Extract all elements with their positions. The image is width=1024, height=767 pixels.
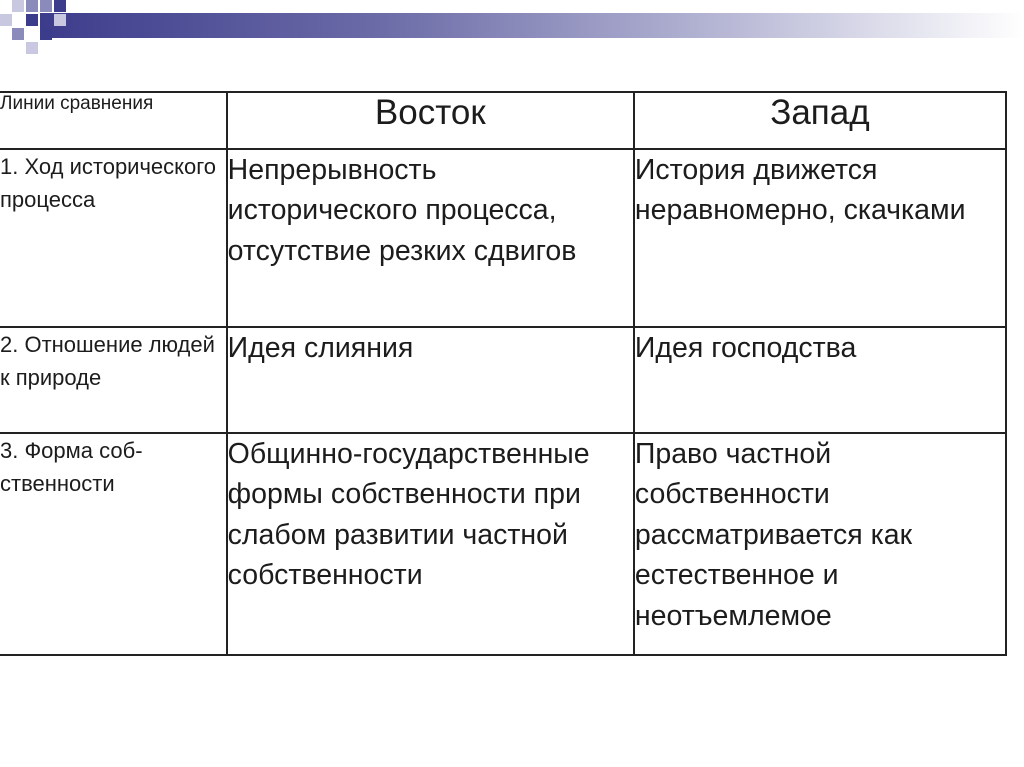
decor-square: [40, 0, 52, 12]
criterion-cell: 2. Отношение людей к природе: [0, 327, 227, 433]
west-header: Запад: [634, 92, 1006, 149]
decor-square: [12, 28, 24, 40]
gradient-bar: [40, 13, 1024, 38]
west-cell: Идея господства: [634, 327, 1006, 433]
decor-square: [26, 42, 38, 54]
decor-square: [26, 14, 38, 26]
east-cell: Общинно-государственные формы собственности при слабом развитии частной собственности: [227, 433, 634, 655]
table-header-row: [0, 92, 1006, 149]
decor-square: [0, 14, 12, 26]
decor-square: [12, 0, 24, 12]
decor-square: [54, 0, 66, 12]
criterion-cell: 3. Форма соб-ственности: [0, 433, 227, 655]
west-cell: История движется неравномерно, скачками: [634, 149, 1006, 327]
comparison-table: [0, 91, 1007, 656]
header-decoration: [0, 0, 1024, 60]
decor-square: [54, 14, 66, 26]
east-header: Восток: [227, 92, 634, 149]
table-row: [0, 433, 1006, 655]
decor-square: [26, 0, 38, 12]
table-row: [0, 327, 1006, 433]
west-cell: Право частной собственности рассматривается как естественное и неотъемлемое: [634, 433, 1006, 655]
criterion-cell: 1. Ход исторического процесса: [0, 149, 227, 327]
east-cell: Непрерывность исторического процесса, отсутствие резких сдвигов: [227, 149, 634, 327]
east-cell: Идея слияния: [227, 327, 634, 433]
decor-square: [40, 28, 52, 40]
table-row: [0, 149, 1006, 327]
criteria-header: Линии сравнения: [0, 92, 227, 149]
